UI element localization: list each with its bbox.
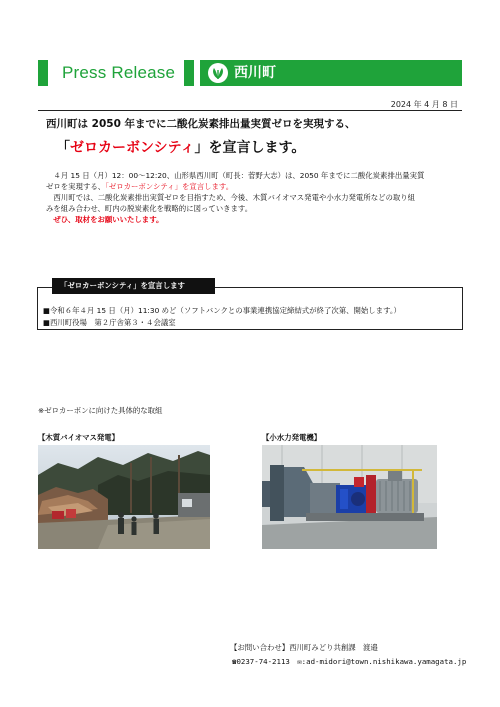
- section-note: ※ゼロカーボンに向けた具体的な取組: [38, 406, 163, 415]
- photo-caption-biomass: 【木質バイオマス発電】: [38, 433, 120, 442]
- release-date: 2024 年 4 月 8 日: [390, 100, 458, 109]
- headline-line-1: 西川町は 2050 年までに二酸化炭素排出量実質ゼロを実現する、: [46, 118, 356, 130]
- photo-caption-hydro: 【小水力発電機】: [262, 433, 322, 442]
- body-text: [46, 170, 466, 225]
- header-left-bar: [38, 60, 48, 86]
- event-date-line: ■令和６年４月 15 日（月）11:30 めど（ソフトバンクとの事業連携協定締結式が終了次第、開始します。）: [43, 306, 401, 315]
- header-rule: [38, 110, 462, 111]
- headline-zero-carbon-city: ゼロカーボンシティ: [70, 140, 195, 156]
- biomass-photo: [38, 445, 210, 549]
- body-paragraph-2a: 西川町では、二酸化炭素排出実質ゼロを目指すため、今後、木質バイオマス発電や小水力発電所などの取り組: [53, 193, 416, 202]
- town-logo-text: 西川町: [234, 65, 276, 81]
- hydro-generator-photo: [262, 445, 437, 549]
- body-declaration-red: 「ゼロカーボンシティ」を宣言します。: [105, 182, 234, 191]
- event-venue-line: ■西川町役場 第２庁舎第３・４会議室: [43, 318, 176, 327]
- headline-line-2: [56, 137, 305, 157]
- town-emblem-icon: [208, 63, 228, 83]
- body-paragraph-1a: ４月 15 日（月）12：00～12:20、山形県西川町（町長：菅野大志）は、2050 年までに二酸化炭素排出量実質: [53, 171, 425, 180]
- header-separator-bar: [184, 60, 194, 86]
- body-paragraph-1b: ゼロを実現する、「ゼロカーボンシティ」を宣言します。: [46, 182, 234, 191]
- body-paragraph-2b: みを組み合わせ、町内の脱炭素化を戦略的に図っていきます。: [46, 204, 253, 213]
- town-logo-banner: [200, 60, 462, 86]
- headline-declare: 」を宣言します。: [194, 140, 306, 156]
- contact-line-1: 【お問い合わせ】西川町みどり共創課 渡邉: [230, 643, 378, 652]
- body-paragraph-3: [46, 214, 466, 225]
- press-request: ぜひ、取材をお願いいたします。: [53, 215, 164, 224]
- contact-line-2: ☎0237-74-2113 ✉:ad-midori@town.nishikawa.yamagata.jp: [232, 657, 467, 666]
- press-release-title: Press Release: [62, 63, 176, 82]
- headline-open-bracket: 「: [56, 140, 70, 156]
- event-box-label: 「ゼロカーボンシティ」を宣言します: [52, 278, 215, 294]
